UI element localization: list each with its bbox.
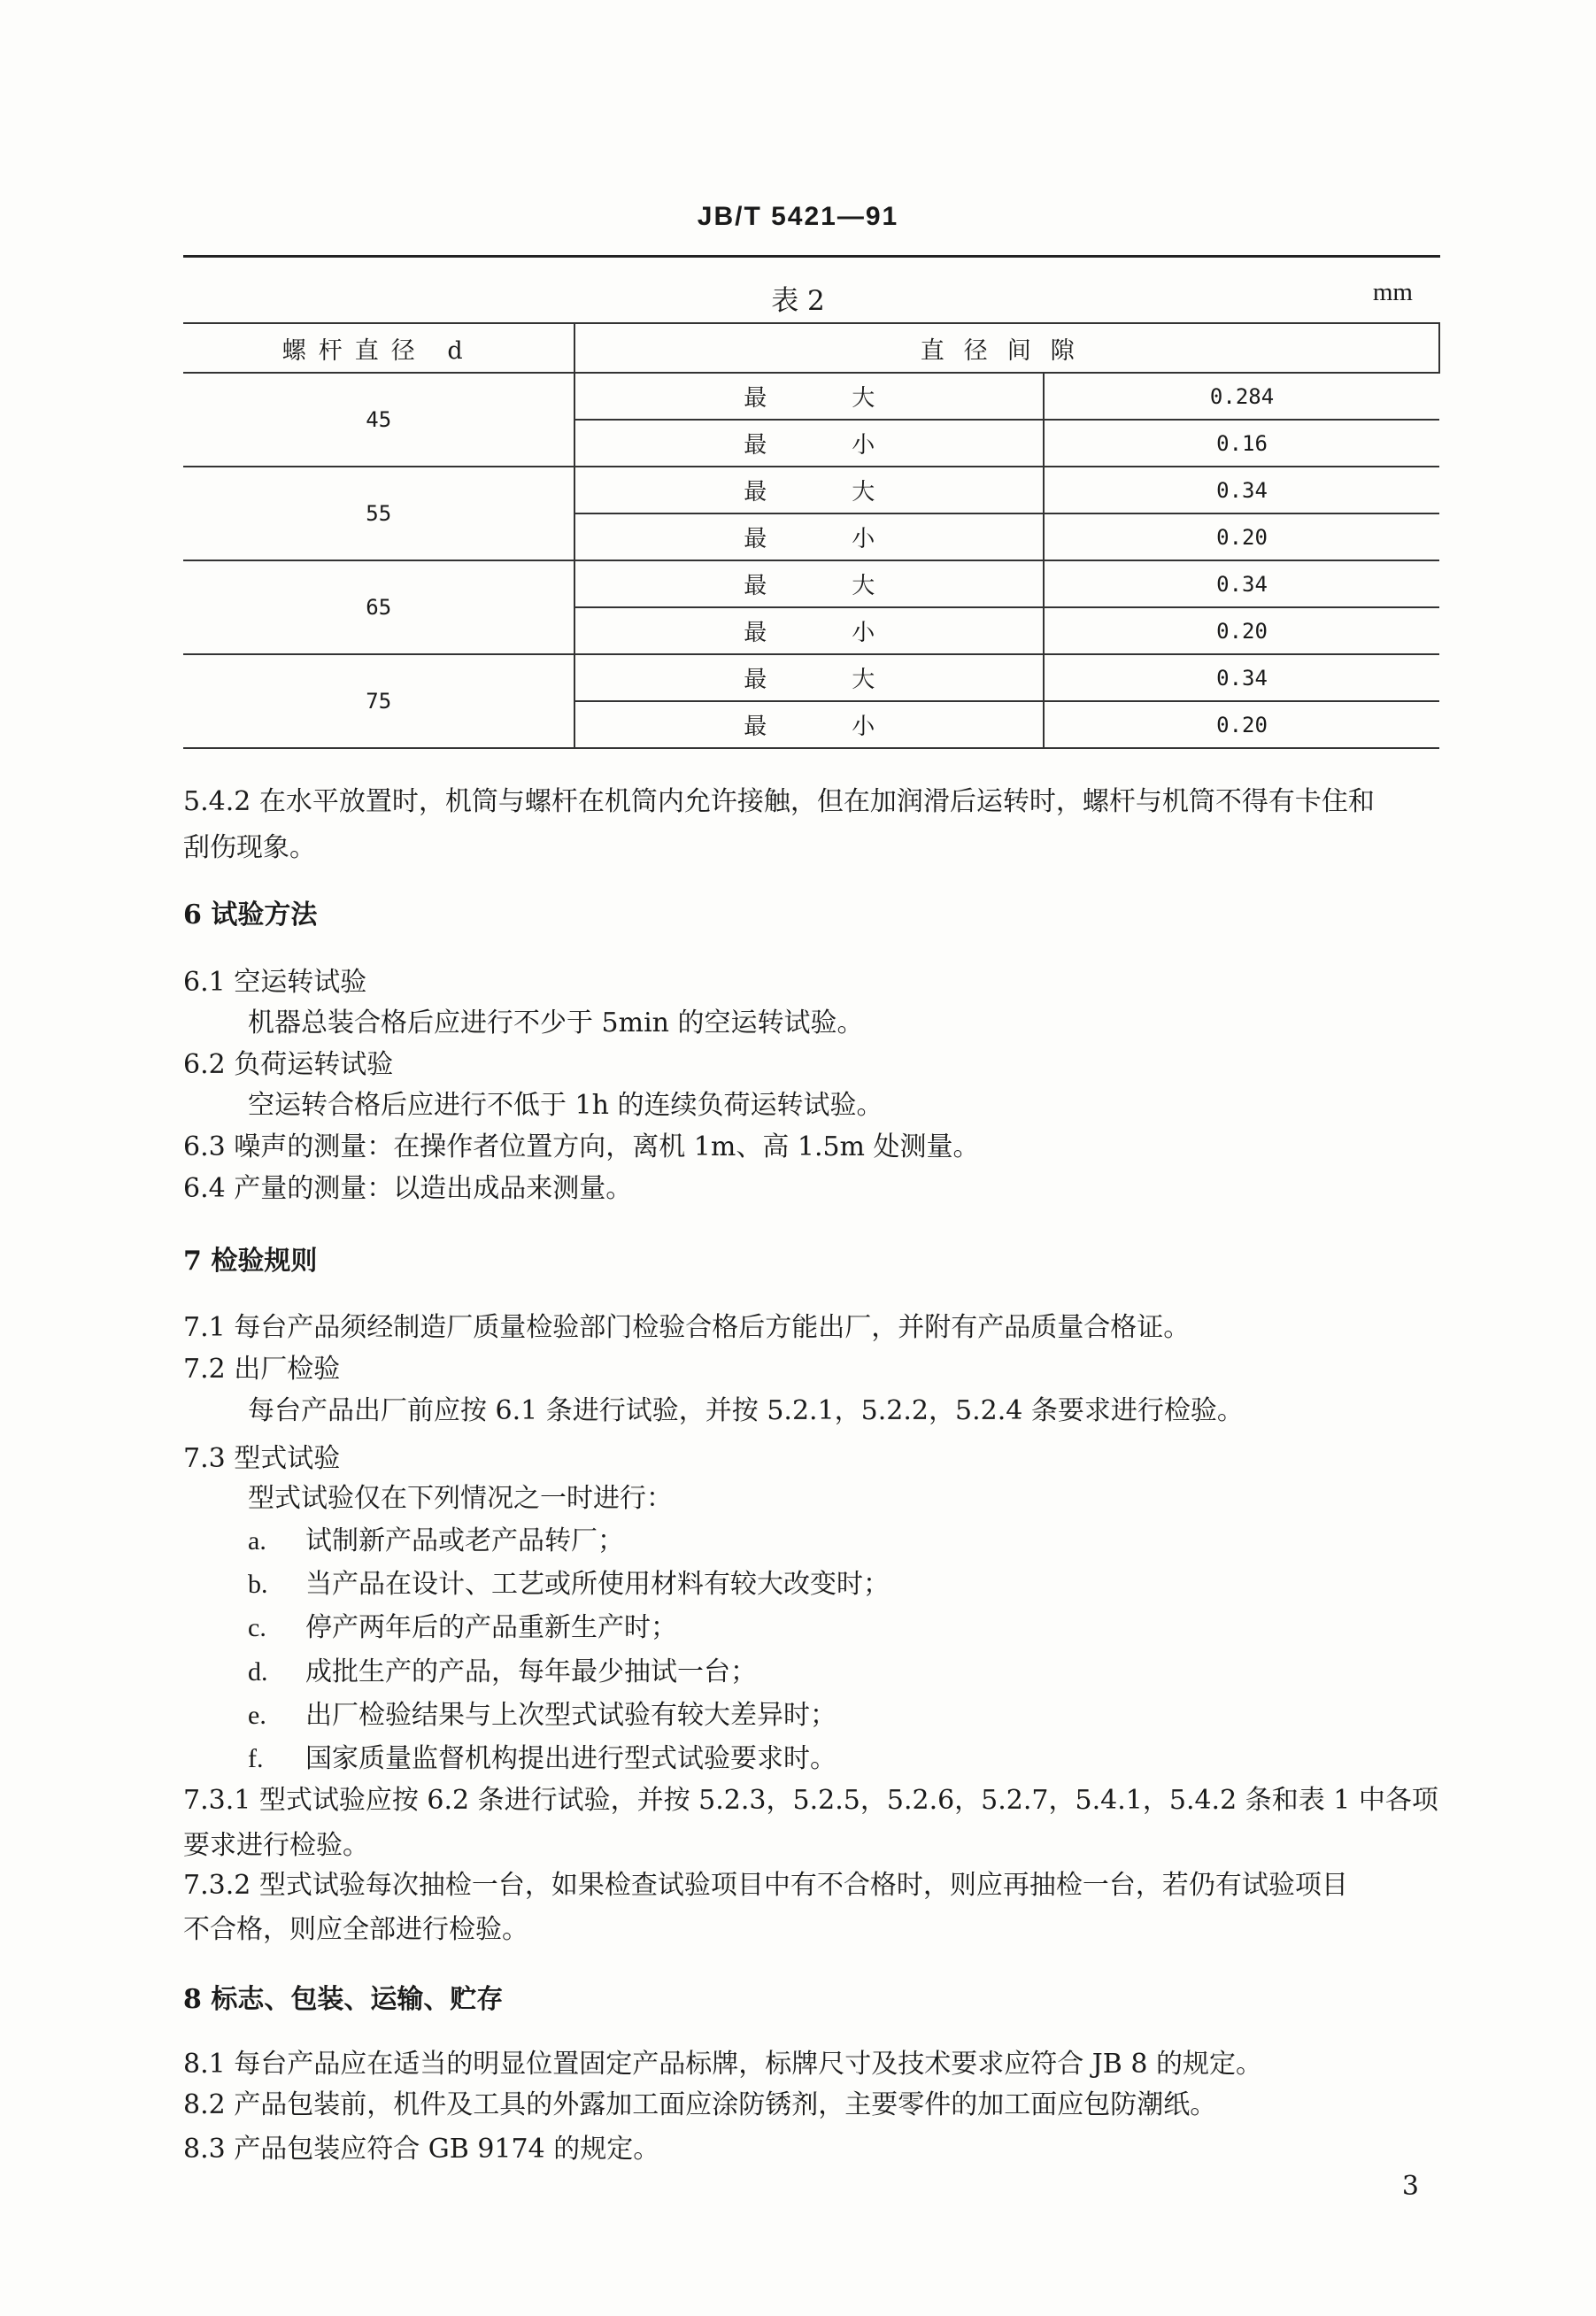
section-6-heading: 6 试验方法: [183, 899, 318, 930]
list-text: 试制新产品或老产品转厂；: [305, 1525, 624, 1556]
list-item: [248, 1608, 1505, 1648]
limit-label-cell: 最小: [574, 607, 1044, 654]
list-mark: b.: [248, 1570, 268, 1599]
diameter-cell: 65: [183, 560, 574, 654]
clause-7-3-1: 7.3.1 型式试验应按 6.2 条进行试验，并按 5.2.3，5.2.5，5.2.6，5.2.7，5.4.1，5.4.2 条和表 1 中各项: [183, 1785, 1438, 1816]
header-clearance: 直径间隙: [574, 323, 1439, 373]
list-item: [248, 1564, 1505, 1604]
clause-7-3-2-cont: 不合格，则应全部进行检验。: [183, 1914, 528, 1945]
section-8-heading: 8 标志、包装、运输、贮存: [183, 1984, 504, 2015]
list-item: [248, 1695, 1505, 1735]
list-mark: e.: [248, 1701, 266, 1730]
list-item: [248, 1521, 1505, 1561]
list-mark: a.: [248, 1526, 266, 1556]
list-mark: d.: [248, 1657, 268, 1687]
list-mark: f.: [248, 1744, 264, 1773]
value-cell: 0.34: [1044, 560, 1439, 607]
list-text: 停产两年后的产品重新生产时；: [305, 1612, 677, 1643]
clause-7-1: 7.1 每台产品须经制造厂质量检验部门检验合格后方能出厂，并附有产品质量合格证。: [183, 1312, 1191, 1343]
table-row: [183, 560, 1439, 607]
limit-label-cell: 最小: [574, 513, 1044, 560]
section-7-heading: 7 检验规则: [183, 1246, 318, 1277]
table-header-row: [183, 323, 1439, 373]
list-text: 国家质量监督机构提出进行型式试验要求时。: [305, 1743, 837, 1774]
clause-8-2: 8.2 产品包装前，机件及工具的外露加工面应涂防锈剂，主要零件的加工面应包防潮纸。: [183, 2089, 1217, 2120]
limit-label-cell: 最小: [574, 420, 1044, 467]
value-cell: 0.20: [1044, 513, 1439, 560]
table-row: [183, 373, 1439, 420]
list-item: [248, 1739, 1505, 1779]
diameter-cell: 75: [183, 654, 574, 748]
value-cell: 0.16: [1044, 420, 1439, 467]
list-text: 当产品在设计、工艺或所使用材料有较大改变时；: [305, 1569, 890, 1600]
list-text: 出厂检验结果与上次型式试验有较大差异时；: [305, 1700, 837, 1731]
table-row: [183, 467, 1439, 513]
clause-8-1: 8.1 每台产品应在适当的明显位置固定产品标牌，标牌尺寸及技术要求应符合 JB 8 的规定。: [183, 2049, 1263, 2080]
clause-7-2-text: 每台产品出厂前应按 6.1 条进行试验，并按 5.2.1，5.2.2，5.2.4 条要求进行检验。: [248, 1395, 1244, 1426]
value-cell: 0.20: [1044, 701, 1439, 748]
value-cell: 0.20: [1044, 607, 1439, 654]
diameter-cell: 55: [183, 467, 574, 560]
clause-7-3-1-cont: 要求进行检验。: [183, 1830, 369, 1861]
clause-6-2: 6.2 负荷运转试验: [183, 1049, 394, 1080]
clause-6-1: 6.1 空运转试验: [183, 967, 367, 998]
clause-5-4-2-cont: 刮伤现象。: [183, 832, 316, 863]
limit-label-cell: 最大: [574, 560, 1044, 607]
clause-5-4-2: 5.4.2 在水平放置时，机筒与螺杆在机筒内允许接触，但在加润滑后运转时，螺杆与机筒不得有卡住和: [183, 786, 1375, 817]
list-text: 成批生产的产品，每年最少抽试一台；: [305, 1656, 757, 1687]
value-cell: 0.284: [1044, 373, 1439, 420]
table-caption: 表 2: [771, 285, 825, 317]
document-code: JB/T 5421—91: [697, 202, 899, 231]
value-cell: 0.34: [1044, 467, 1439, 513]
clearance-table: [183, 322, 1440, 749]
limit-label-cell: 最大: [574, 467, 1044, 513]
limit-label-cell: 最大: [574, 373, 1044, 420]
page-number: 3: [1401, 2171, 1419, 2202]
header-rule: [183, 255, 1440, 258]
clause-7-3-text: 型式试验仅在下列情况之一时进行：: [248, 1483, 673, 1514]
header-screw-diameter: 螺杆直径 d: [183, 323, 574, 373]
clause-7-3: 7.3 型式试验: [183, 1443, 341, 1474]
value-cell: 0.34: [1044, 654, 1439, 701]
clause-8-3: 8.3 产品包装应符合 GB 9174 的规定。: [183, 2134, 660, 2165]
list-mark: c.: [248, 1613, 266, 1642]
diameter-cell: 45: [183, 373, 574, 467]
limit-label-cell: 最大: [574, 654, 1044, 701]
table-unit: mm: [1372, 278, 1413, 306]
clause-6-2-text: 空运转合格后应进行不低于 1h 的连续负荷运转试验。: [248, 1090, 883, 1121]
clause-6-4: 6.4 产量的测量：以造出成品来测量。: [183, 1173, 633, 1204]
clause-7-3-2: 7.3.2 型式试验每次抽检一台，如果检查试验项目中有不合格时，则应再抽检一台，若仍有试验项目: [183, 1870, 1348, 1901]
clause-6-3: 6.3 噪声的测量：在操作者位置方向，离机 1m、高 1.5m 处测量。: [183, 1131, 980, 1162]
list-item: [248, 1652, 1505, 1692]
table-row: [183, 654, 1439, 701]
clause-6-1-text: 机器总装合格后应进行不少于 5min 的空运转试验。: [248, 1007, 864, 1038]
clause-7-2: 7.2 出厂检验: [183, 1354, 341, 1385]
limit-label-cell: 最小: [574, 701, 1044, 748]
